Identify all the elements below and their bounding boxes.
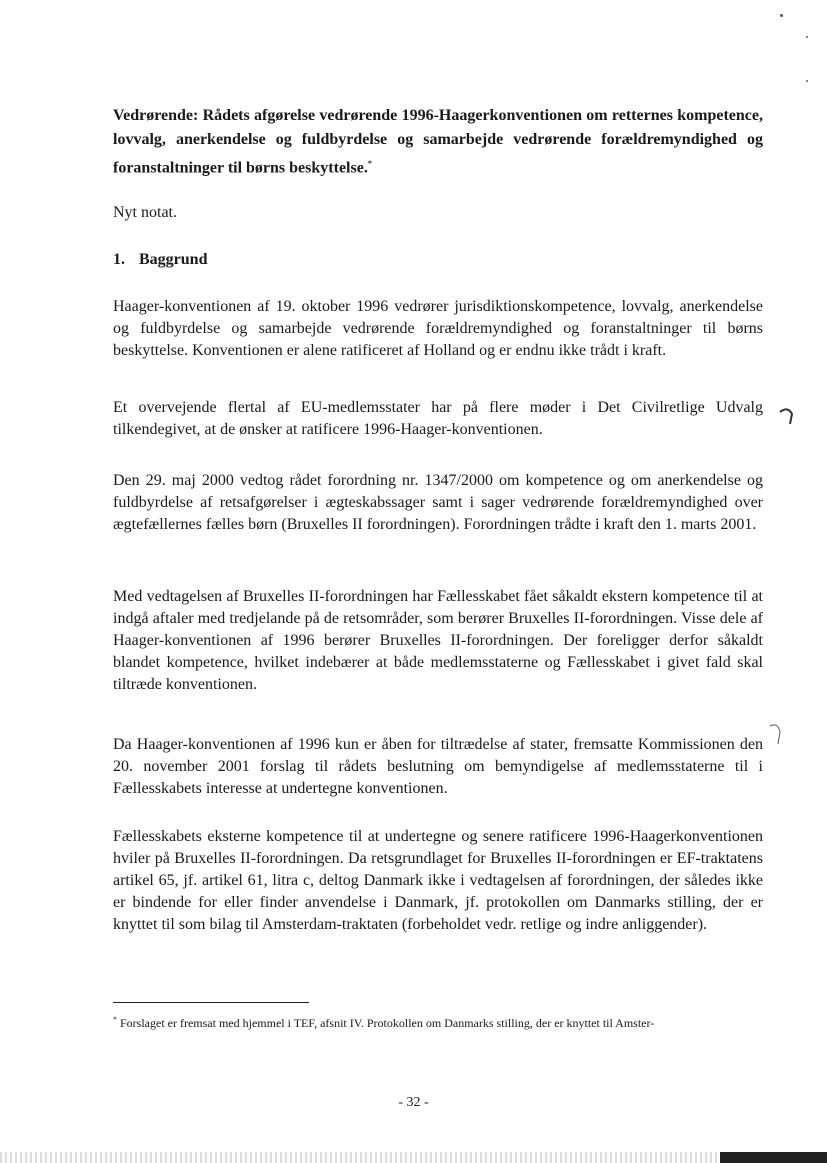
document-title: [113, 104, 763, 180]
footnote: [113, 1012, 763, 1031]
section-title: Baggrund: [139, 251, 208, 268]
footnote-marker: *: [113, 1015, 117, 1024]
paragraph-4: Med vedtagelsen af Bruxelles II-forordningen har Fællesskabet fået såkaldt ekstern kompetence til at indgå aftaler med tredjelande på de retsområder, som berører Bruxelles II-forordningen. Visse dele af Haager-konventionen af 1996 berører Bruxelles II-forordningen. Der foreligger derfor såkaldt blandet kompetence, hvilket indebærer at både medlemsstaterne og Fællesskabet i givet fald skal tiltræde konventionen.: [113, 588, 763, 693]
paragraph-5: Da Haager-konventionen af 1996 kun er åben for tiltrædelse af stater, fremsatte Kommissionen den 20. november 2001 forslag til rådets beslutning om bemyndigelse af medlemsstaterne til i Fællesskabets interesse at undertegne konventionen.: [113, 736, 763, 797]
paragraph-1: Haager-konventionen af 19. oktober 1996 vedrører jurisdiktionskompetence, lovvalg, anerkendelse og fuldbyrdelse og samarbejde vedrørende forældremyndighed og foranstaltninger til børns beskyttelse. Konventionen er alene ratificeret af Holland og er endnu ikke trådt i kraft.: [113, 298, 763, 359]
scan-speck: [780, 14, 783, 17]
note-label: Nyt notat.: [113, 204, 177, 221]
scan-mark-curl: [768, 722, 788, 748]
scan-edge-strip: [0, 1152, 827, 1163]
paragraph-3: Den 29. maj 2000 vedtog rådet forordning nr. 1347/2000 om kompetence og om anerkendelse og fuldbyrdelse af retsafgørelser i ægteskabssager samt i sager vedrørende forældremyndighed over ægtefællernes fælles børn (Bruxelles II forordningen). Forordningen trådte i kraft den 1. marts 2001.: [113, 472, 763, 533]
section-heading: [113, 249, 763, 271]
section-number: 1.: [113, 251, 125, 268]
title-footnote-marker: *: [367, 159, 372, 168]
paragraph-6: Fællesskabets eksterne kompetence til at undertegne og senere ratificere 1996-Haagerkonventionen hviler på Bruxelles II-forordningen. Da retsgrundlaget for Bruxelles II-forordningen er EF-traktatens artikel 65, jf. artikel 61, litra c, deltog Danmark ikke i vedtagelsen af forordningen, der således ikke er bindende for eller finder anvendelse i Danmark, jf. protokollen om Danmarks stilling, der er knyttet til som bilag til Amsterdam-traktaten (forbeholdet vedr. retlige og indre anliggender).: [113, 828, 763, 933]
scan-speck: [806, 80, 808, 82]
footnote-divider: [113, 1002, 309, 1003]
scan-edge-shadow: [720, 1152, 827, 1163]
paragraph-2: Et overvejende flertal af EU-medlemsstater har på flere møder i Det Civilretlige Udvalg tilkendegivet, at de ønsker at ratificere 1996-Haager-konventionen.: [113, 399, 763, 438]
page-number: - 32 -: [398, 1095, 429, 1110]
scan-speck: [806, 36, 808, 38]
document-title-text: Vedrørende: Rådets afgørelse vedrørende 1996-Haagerkonventionen om retternes kompetence, lovvalg, anerkendelse og fuldbyrdelse og samarbejde vedrørende forældremyndighed og foranstaltninger til børns beskyttelse.: [113, 107, 763, 177]
footnote-text: Forslaget er fremsat med hjemmel i TEF, afsnit IV. Protokollen om Danmarks stilling, der er knyttet til Amster-: [120, 1016, 655, 1030]
scan-mark-curl: [778, 406, 798, 428]
